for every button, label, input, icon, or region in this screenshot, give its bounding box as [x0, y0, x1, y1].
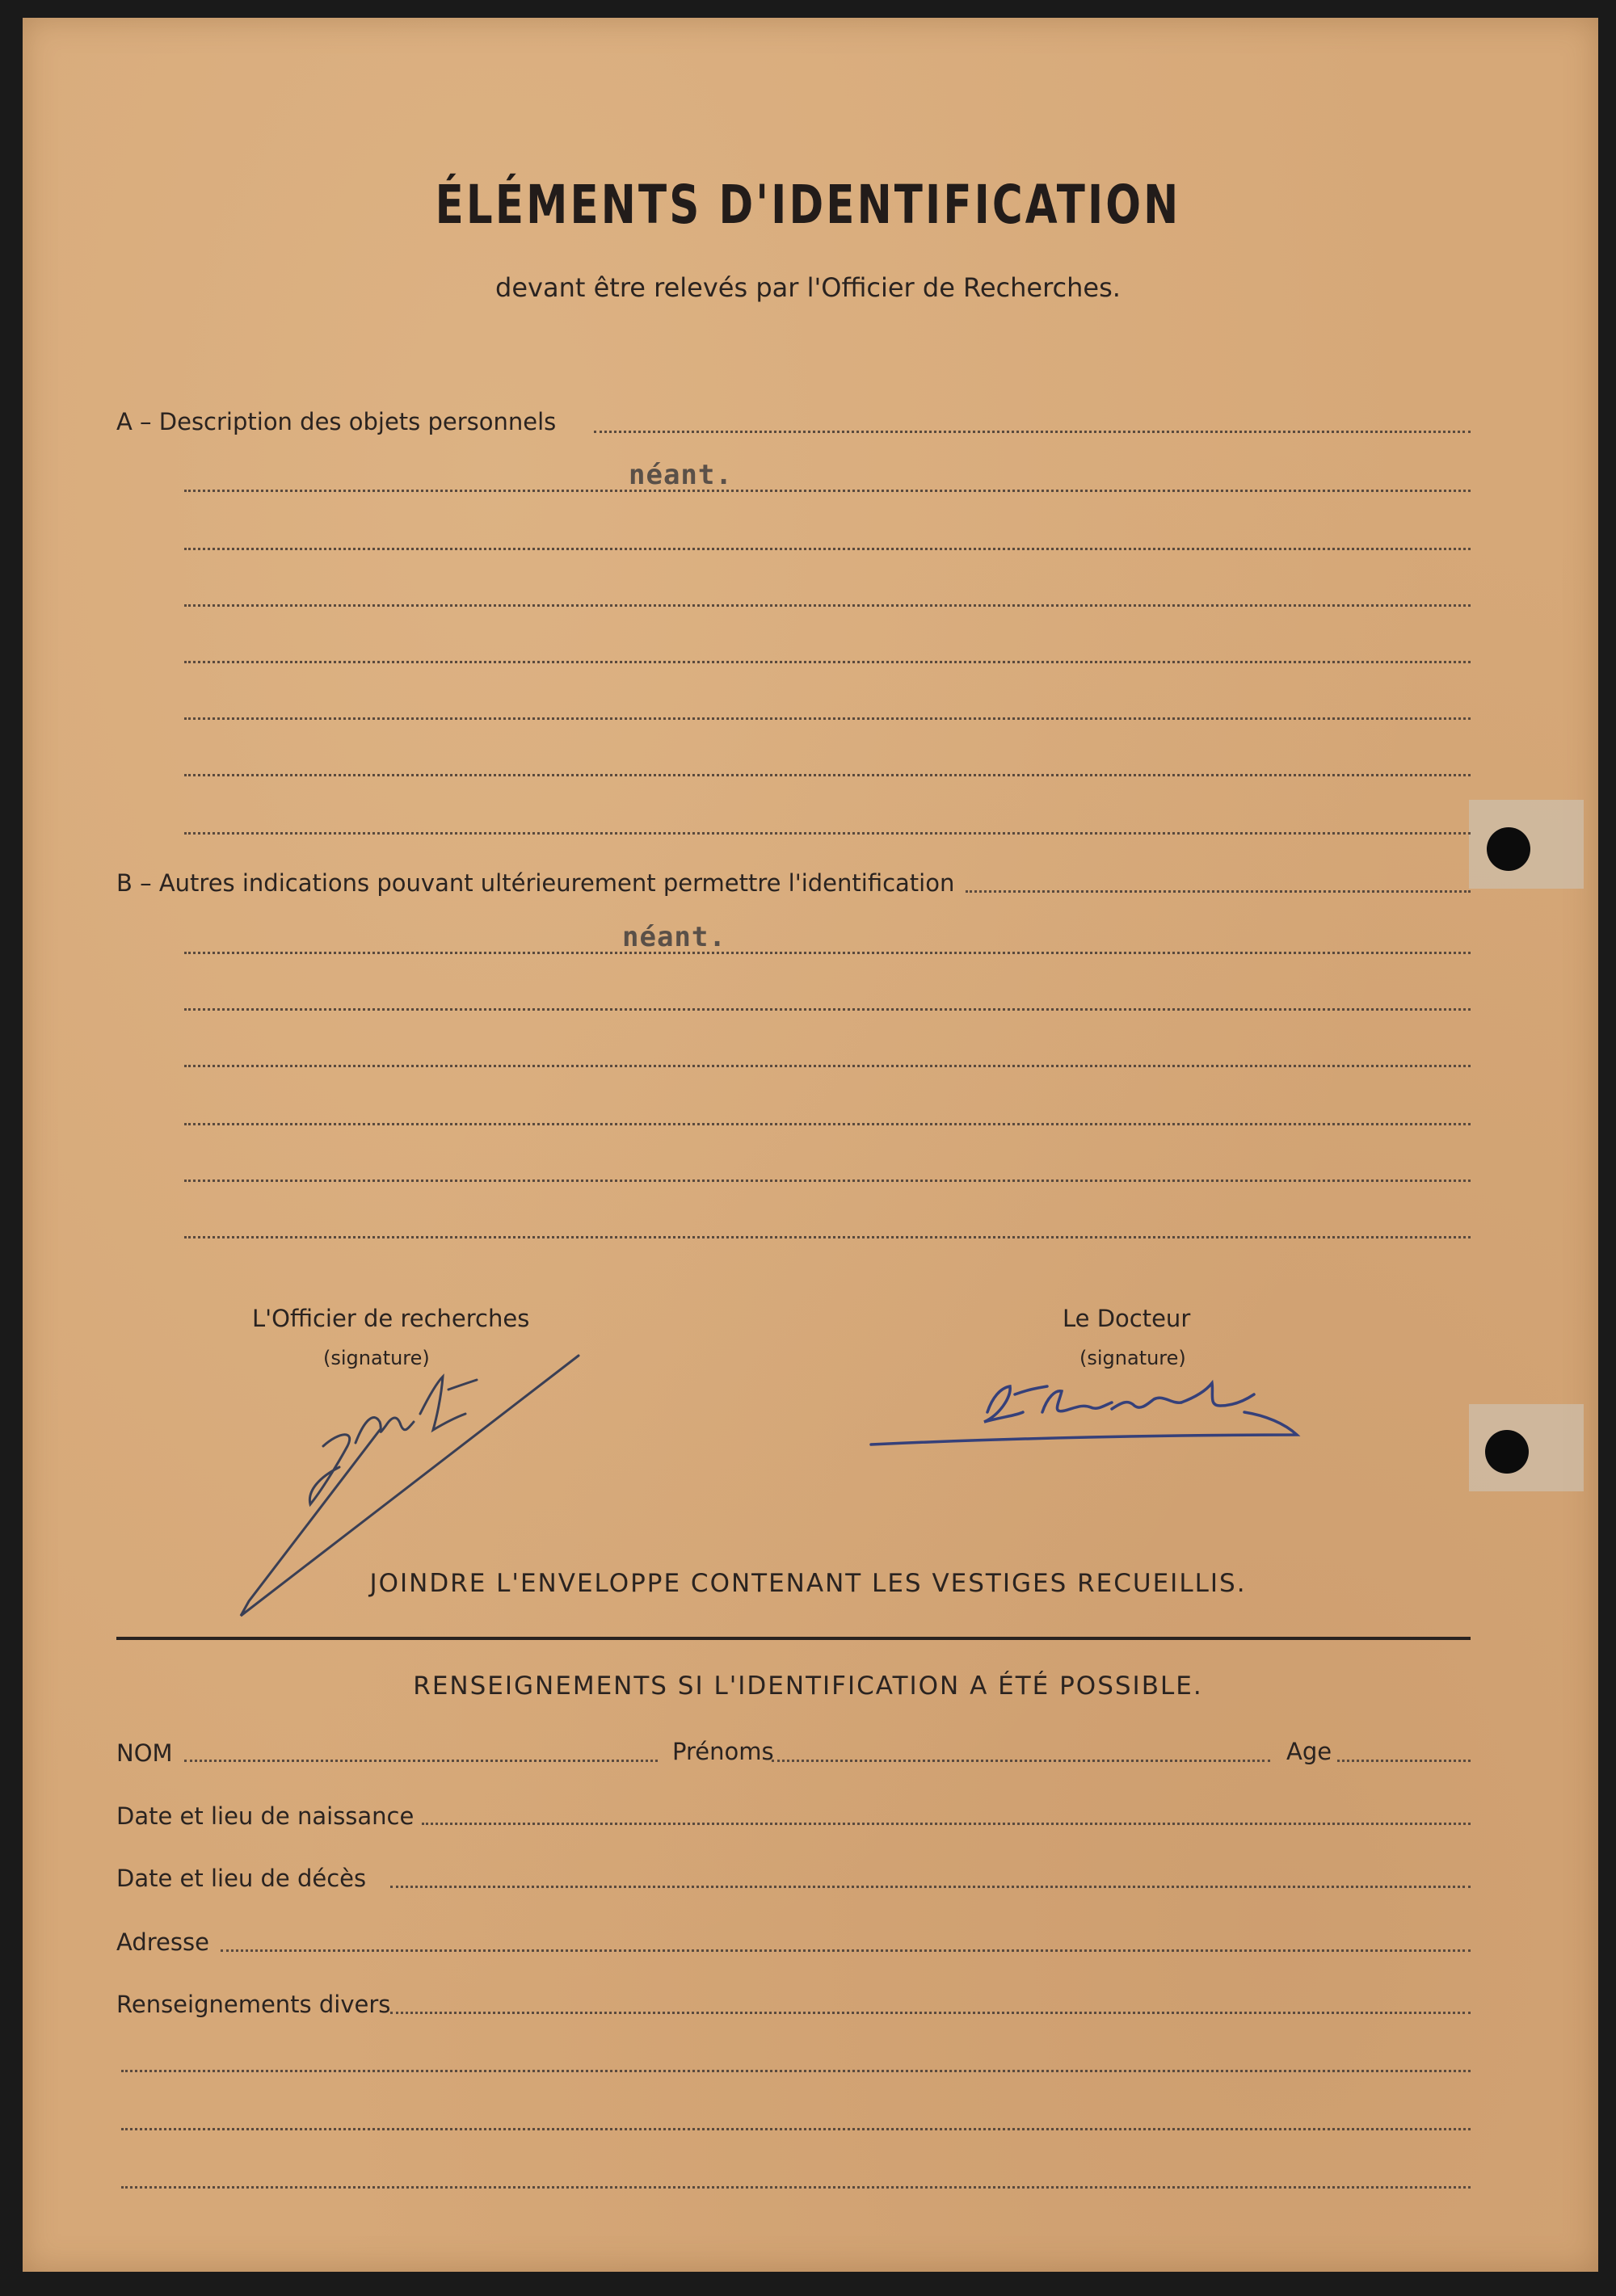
naissance-line — [422, 1823, 1471, 1825]
divers-line — [121, 2070, 1471, 2072]
age-line — [1337, 1760, 1471, 1762]
doctor-title: Le Docteur — [1063, 1305, 1191, 1332]
nom-line — [184, 1760, 658, 1762]
officer-title: L'Officier de recherches — [252, 1305, 530, 1332]
adresse-line — [221, 1949, 1471, 1952]
prenoms-line — [772, 1760, 1270, 1762]
section-b-label: B – Autres indications pouvant ultérieurement permettre l'identification — [116, 869, 955, 897]
divers-line — [121, 2186, 1471, 2189]
deces-label: Date et lieu de décès — [116, 1865, 367, 1892]
identification-heading: RENSEIGNEMENTS SI L'IDENTIFICATION A ÉTÉ POSSIBLE. — [413, 1672, 1203, 1701]
section-a-label: A – Description des objets personnels — [116, 408, 557, 435]
naissance-label: Date et lieu de naissance — [116, 1802, 415, 1830]
age-label: Age — [1286, 1738, 1332, 1765]
officer-signature-note: (signature) — [323, 1347, 430, 1369]
section-b-typed-value: néant. — [622, 921, 726, 953]
doctor-signature-note: (signature) — [1079, 1347, 1186, 1369]
nom-label: NOM — [116, 1739, 173, 1767]
divers-line — [121, 2128, 1471, 2130]
divers-label: Renseignements divers — [116, 1991, 391, 2018]
deces-line — [390, 1886, 1471, 1888]
prenoms-label: Prénoms — [672, 1738, 774, 1765]
envelope-notice: JOINDRE L'ENVELOPPE CONTENANT LES VESTIGES RECUEILLIS. — [369, 1569, 1247, 1598]
adresse-label: Adresse — [116, 1928, 209, 1956]
page-title: ÉLÉMENTS D'IDENTIFICATION — [435, 174, 1181, 236]
section-divider — [116, 1637, 1471, 1640]
page-subtitle: devant être relevés par l'Officier de Recherches. — [495, 272, 1121, 303]
divers-line — [390, 2012, 1471, 2014]
section-a-typed-value: néant. — [629, 459, 733, 491]
